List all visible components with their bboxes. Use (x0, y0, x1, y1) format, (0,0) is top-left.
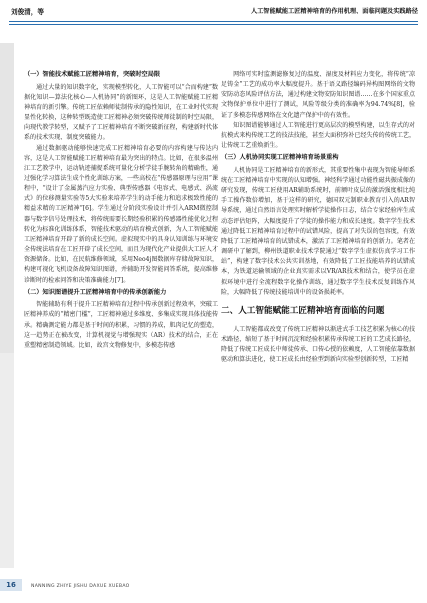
paragraph: 知识图谱能够通过人工智能进行更高层次的模型构建，以生存式的对抗模式来构传统工艺的技法技能，甚至大面积弥补已经失传的传统工艺，让传统工艺重焕新生。 (221, 121, 415, 150)
header-title: 人工智能赋能工匠精神培育的作用机理、面临问题及实践路径 (250, 8, 418, 15)
chapter-heading: 二、人工智能赋能工匠精神培育面临的问题 (221, 305, 385, 316)
paragraph: 通过数据驱动能够快速完成工匠精神培育必要的内容构建与传达内容，这是人工智能赋能工匠精神培育最为突出的特点。比如，在很多温州江工艺教学中，运动轨迹捕捉系统可量化分析学徒手腕转角的精确性，通过强化学习算法生成个性化训练方案，一些高校在“传感器原理与应用”课程中，“设计了金属蒸汽应力实验、典型传感器《电容式、电感式、涡流式》的位移测量实验等5大实验来培养学生的动手能力和追求极致性能的精益求精的工匠精神”[6]。学生通过分阶段实验设计并引入ARM微控制器与数字信号处理技术，将传统需要长期经验积累的传感器性能优化过程转化为标准化训练体系，智能技术驱动的培育模式创新，为人工智能赋能工匠精神培育开辟了新的成长空间。虚拟现实中的具身认知训练与环境安全传统法培育在工匠开辟了成长空间，而且为现代化产业提供大工匠人才资源储备。比如，在民航维修领域，采用Neo4j图数据库存储故障知识，构建可视化飞机设备故障知识图谱，并辅助开发智能问答系统，提高维修诊断时的检索问答和决策准确能力[7]。 (24, 144, 218, 284)
paragraph: 人工智能都或改变了传统工匠精神以渐进式手工技艺积累为核心的技术路径，缩短了基于时间沉淀和经验积累传承传统工匠的工艺成长路径，降低了传统工匠成长中师徒传承、口传心授的依赖度，人工智能依靠数据驱动和算法进化，使工匠成长由经验型到新向实验型创新转型，工匠精 (221, 325, 415, 364)
page-footer (0, 573, 427, 603)
paragraph: 智能辅助有利于提升工匠精神培育过程中传承创新过程效率，突破工匠精神养成的“精密门槛”，工匠精神通过多维度、多集成实现具体技能传承。精确测定能力都是基于时间的积累，习惯的养成，肌肉记忆的塑造，这一趋势正在被改变，计算机视觉与增强现实（AR）技术的结合，正在重塑精密制造领域。比如，故宫文物修复中，多模态传感 (24, 301, 218, 349)
left-margin-strip (0, 43, 14, 568)
section-heading-1: （一）智能技术赋能工匠精神培育，突破时空局限 (24, 71, 161, 78)
header-rule-thin (9, 24, 418, 25)
header-author: 刘俊清，等 (11, 8, 44, 16)
right-column (221, 70, 415, 580)
header-rule (9, 21, 418, 22)
left-margin-block (0, 43, 14, 353)
paragraph: 网络可实时监测滤修复过的温度、湿度及材料应力变化，将传统“凉足铸金”工艺的成功率大幅度提升。基于语义路径编码异构图网络的文物安防动态风险评估方法，通过构建文物安防知识图谱……在多个国家重点文物保护单位中进行了测试，风险等级分类的准确率为94.74%[8]，验证了多模态传感网络在文化遗产保护中的有效性。 (221, 71, 415, 119)
left-column (24, 68, 218, 574)
journal-name: NANNING ZHIYE JISHU DAXUE XUEBAO (31, 584, 130, 589)
paragraph: 人机协同是工匠精神培育的新形式，其重要性集中表现为智能导师系统在工匠精神培育中实现的认知增强。神经科学通过功能性磁共振成像的研究发现，传统工匠使用AR辅助系统时，前额叶皮层的激活强度相比纯手工操作数倍增加，基于这样的研究，德国双元制职业教育引入的AR智导系统，通过自然语言处理实时解析学徒操作日志，结合专家经验库生成动态评估矩阵，大幅度提升了学徒的操作能力和成长速度。数字学生技术通过降低工匠精神培育过程中的试错风险，提高了对失误的包容度，有效降低了工匠精神培育的试错成本，激活了工匠精神培育的创新力。笔者在调研中了解到，柳州铁道职业技术学院通过“数字学生虚拟仿真学习工作站”，构建了数字技术公共实训基地，有效降低了工匠技能培养的试错成本，为铁道运输领域的企业真实需求以VR/AR技术和结合，使学员在虚拟环境中进行全流程数字化操作训练，通过数字学生技术反复训练作风险，大幅降低了传统技能培训中的设备损耗率。 (221, 166, 415, 296)
paragraph: 通过大量的知识数字化，实现模型转化，人工智能可以“合而构建”数据化知识—算法化核心—人机协同”的新图环，这是人工智能赋能工匠精神培育的新引擎。传统工匠依赖师徒制传承的隐性知识，在工业时代实现显性化转换，这种转型既造使工匠精神必须突破传统师徒制的时空局限，向现代教学转型，又赋予了工匠精神培育不断突破新征程，构建新时代体系的技术实现、制度突破能力。 (24, 83, 218, 142)
page-number: 16 (0, 579, 22, 591)
section-heading-2: （二）知识图谱提升工匠精神培育中的传承创新能力 (24, 288, 167, 296)
section-heading-3: （三）人机协同实现工匠精神培育场景重构 (221, 154, 339, 162)
